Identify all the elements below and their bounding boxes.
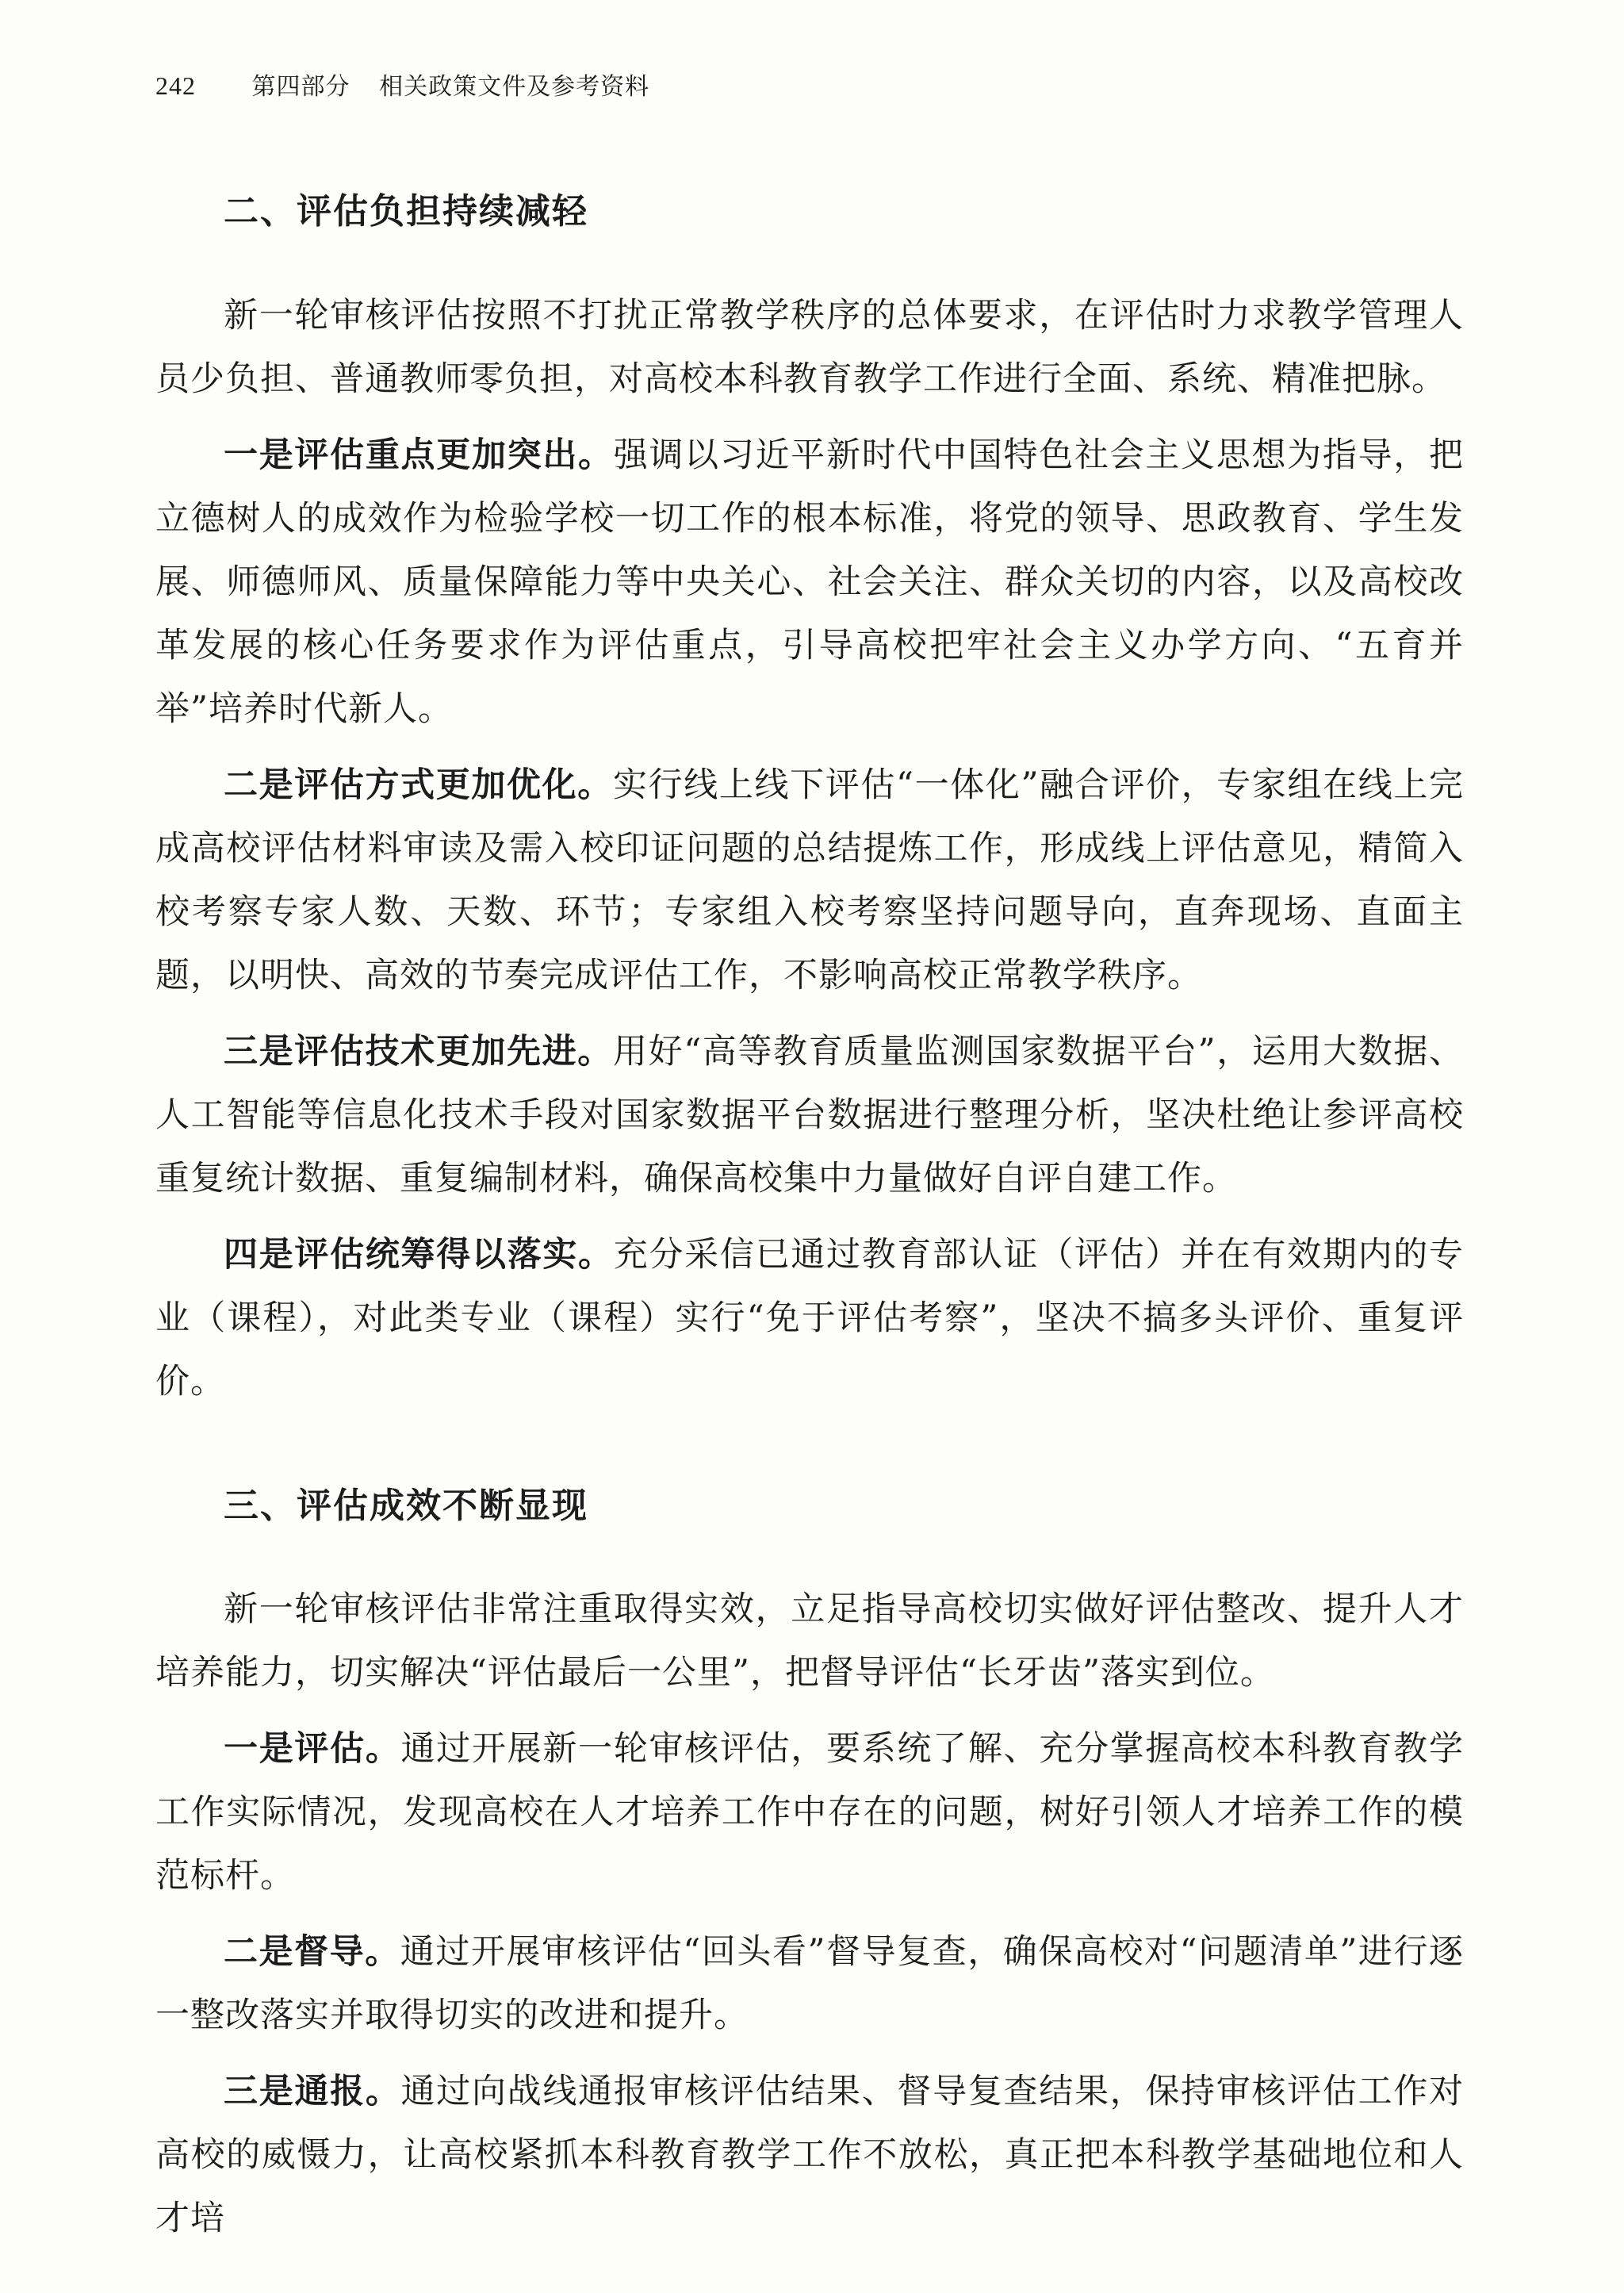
- part-label: 第四部分: [251, 73, 350, 101]
- paragraph: [155, 1223, 1464, 1413]
- paragraph-lead: 二是评估方式更加优化。: [224, 765, 613, 805]
- main-content: [155, 187, 1464, 2263]
- paragraph-text: 新一轮审核评估按照不打扰正常教学秩序的总体要求，在评估时力求教学管理人员少负担、普通教师零负担，对高校本科教育教学工作进行全面、系统、精准把脉。: [155, 295, 1464, 399]
- paragraph: [155, 424, 1464, 741]
- section-heading: 三、评估成效不断显现: [224, 1485, 588, 1526]
- paragraph-text: 通过向战线通报审核评估结果、督导复查结果，保持审核评估工作对高校的威慑力，让高校紧抓本科教育教学工作不放松，真正把本科教学基础地位和人才培: [155, 2072, 1465, 2239]
- paragraph-text: 实行线上线下评估“一体化”融合评价，专家组在线上完成高校评估材料审读及需入校印证问题的总结提炼工作，形成线上评估意见，精简入校考察专家人数、天数、环节；专家组入校考察坚持问题导向，直奔现场、直面主题，以明快、高效的节奏完成评估工作，不影响高校正常教学秩序。: [155, 765, 1465, 995]
- paragraph: [155, 1920, 1464, 2047]
- paragraph-lead: 四是评估统筹得以落实。: [224, 1234, 614, 1275]
- paragraph-text: 新一轮审核评估非常注重取得实效，立足指导高校切实做好评估整改、提升人才培养能力，切实解决“评估最后一公里”，把督导评估“长牙齿”落实到位。: [155, 1589, 1464, 1693]
- paragraph-text: 用好“高等教育质量监测国家数据平台”，运用大数据、人工智能等信息化技术手段对国家数据平台数据进行整理分析，坚决杜绝让参评高校重复统计数据、重复编制材料，确保高校集中力量做好自评自建工作。: [155, 1031, 1465, 1198]
- paragraph: [155, 2060, 1464, 2250]
- running-head-title: 相关政策文件及参考资料: [379, 73, 650, 101]
- paragraph: [155, 1578, 1464, 1704]
- paragraph: [155, 284, 1464, 411]
- section-gap: [155, 1426, 1464, 1482]
- section-heading: 二、评估负担持续减轻: [224, 191, 588, 232]
- paragraph-lead: 二是督导。: [224, 1932, 400, 1973]
- paragraph-text: 通过开展新一轮审核评估，要系统了解、充分掌握高校本科教育教学工作实际情况，发现高校在人才培养工作中存在的问题，树好引领人才培养工作的模范标杆。: [155, 1729, 1465, 1896]
- running-head: [155, 67, 649, 102]
- paragraph-text: 通过开展审核评估“回头看”督导复查，确保高校对“问题清单”进行逐一整改落实并取得切实的改进和提升。: [155, 1932, 1465, 2036]
- page-number: 242: [155, 71, 196, 100]
- paragraph-text: 充分采信已通过教育部认证（评估）并在有效期内的专业（课程），对此类专业（课程）实行“免于评估考察”，坚决不搞多头评价、重复评价。: [155, 1234, 1465, 1401]
- paragraph: [155, 1717, 1464, 1908]
- paragraph: [155, 753, 1464, 1007]
- paragraph-lead: 一是评估重点更加突出。: [224, 435, 614, 475]
- paragraph: [155, 1020, 1464, 1210]
- paragraph-text: 强调以习近平新时代中国特色社会主义思想为指导，把立德树人的成效作为检验学校一切工作的根本标准，将党的领导、思政教育、学生发展、师德师风、质量保障能力等中央关心、社会关注、群众关切的内容，以及高校改革发展的核心任务要求作为评估重点，引导高校把牢社会主义办学方向、“五育并举”培养时代新人。: [155, 435, 1465, 729]
- paragraph-lead: 三是通报。: [224, 2072, 401, 2112]
- paragraph-lead: 三是评估技术更加先进。: [224, 1031, 613, 1072]
- paragraph-lead: 一是评估。: [224, 1729, 401, 1770]
